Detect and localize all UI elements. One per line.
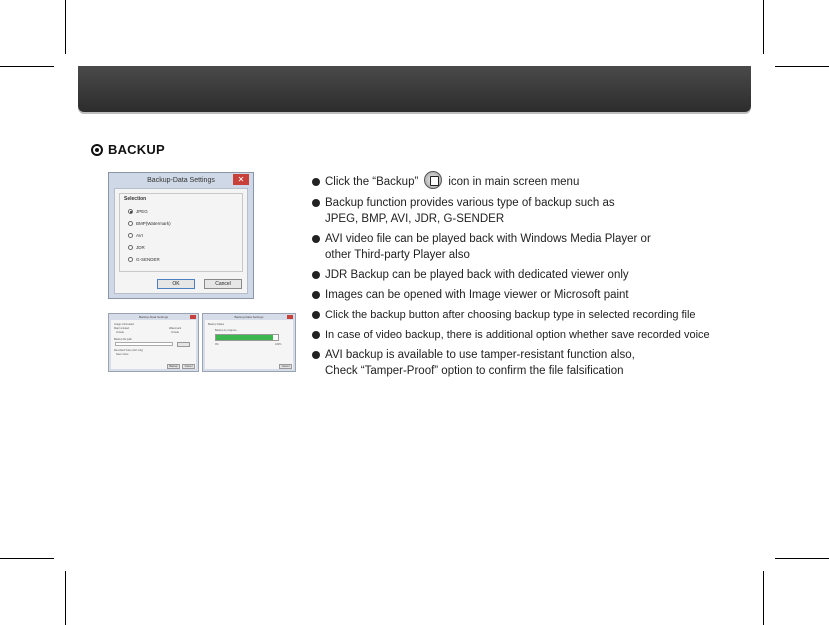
- thumb-cancel-button: Cancel: [182, 364, 195, 369]
- radio-option-jpeg[interactable]: JPEG: [128, 209, 148, 214]
- radio-option-avi[interactable]: AVI: [128, 233, 143, 238]
- dialog-body: [114, 188, 248, 294]
- bullet-dot: [312, 331, 320, 339]
- thumb-backup-button: Backup: [167, 364, 180, 369]
- progress-fill: [216, 335, 273, 340]
- thumb-body: Backup Status Backup in progress... 0% 100% Cancel: [205, 320, 293, 369]
- dialog-titlebar: [109, 173, 253, 187]
- bullet-item: AVI video file can be played back with Windows Media Player or other Third-party Player also: [312, 231, 651, 263]
- section-title-text: BACKUP: [108, 142, 165, 157]
- radio-icon[interactable]: [128, 233, 133, 238]
- bullet-item: AVI backup is available to use tamper-resistant function also, Check “Tamper-Proof” option to confirm the file falsification: [312, 347, 635, 379]
- bullet-item: Images can be opened with Image viewer or Microsoft paint: [312, 287, 629, 303]
- bullet-item: In case of video backup, there is additional option whether save recorded voice: [312, 327, 710, 343]
- radio-option-bmp[interactable]: BMP(Watermark): [128, 221, 171, 226]
- close-icon[interactable]: ✕: [233, 174, 249, 185]
- cancel-button[interactable]: Cancel: [204, 279, 242, 289]
- radio-icon[interactable]: [128, 257, 133, 262]
- radio-icon[interactable]: [128, 245, 133, 250]
- backup-save-icon: [424, 171, 442, 189]
- backup-settings-dialog: [108, 172, 254, 299]
- bullet-dot: [312, 199, 320, 207]
- bullet-item: Click the backup button after choosing backup type in selected recording file: [312, 307, 696, 323]
- crop-mark: [775, 66, 829, 67]
- ok-button[interactable]: OK: [157, 279, 195, 289]
- section-title: [91, 142, 165, 157]
- backup-options-thumbnail: [108, 313, 199, 372]
- bullet-item: Backup function provides various type of backup such as JPEG, BMP, AVI, JDR, G-SENDER: [312, 195, 615, 227]
- bullet-dot: [312, 291, 320, 299]
- bullet-dot: [312, 235, 320, 243]
- radio-option-gsender[interactable]: G-SENDER: [128, 257, 160, 262]
- header-bar: [78, 66, 751, 112]
- browse-button: [177, 342, 190, 347]
- crop-mark: [763, 0, 764, 54]
- bullet-dot: [312, 178, 320, 186]
- target-bullet-icon: [91, 144, 103, 156]
- bullet-dot: [312, 351, 320, 359]
- radio-checked-icon[interactable]: [128, 209, 133, 214]
- selection-group-label: Selection: [124, 196, 147, 202]
- thumb-cancel-button: Cancel: [279, 364, 292, 369]
- crop-mark: [65, 0, 66, 54]
- thumb-title: Backup-Data Settings: [138, 315, 168, 319]
- path-field: [115, 342, 173, 346]
- crop-mark: [0, 558, 54, 559]
- dialog-title: Backup-Data Settings: [147, 176, 215, 184]
- bullet-item: Click the “Backup” icon in main screen menu: [312, 174, 579, 190]
- radio-option-jdr[interactable]: JDR: [128, 245, 145, 250]
- bullet-dot: [312, 311, 320, 319]
- selection-group: [119, 193, 243, 272]
- backup-progress-thumbnail: [202, 313, 296, 372]
- crop-mark: [65, 571, 66, 625]
- bullet-item: JDR Backup can be played back with dedicated viewer only: [312, 267, 629, 283]
- close-icon: [190, 315, 196, 319]
- close-icon: [287, 315, 293, 319]
- radio-icon[interactable]: [128, 221, 133, 226]
- crop-mark: [0, 66, 54, 67]
- crop-mark: [763, 571, 764, 625]
- thumb-title: Backup-Data Settings: [234, 315, 264, 319]
- bullet-dot: [312, 271, 320, 279]
- crop-mark: [775, 558, 829, 559]
- progress-bar: [215, 334, 279, 341]
- thumb-body: Image Information Map Included Include Watermark Include Backup file path Recorded Voice (AVI only) Save Voice Backup Cancel: [111, 320, 196, 369]
